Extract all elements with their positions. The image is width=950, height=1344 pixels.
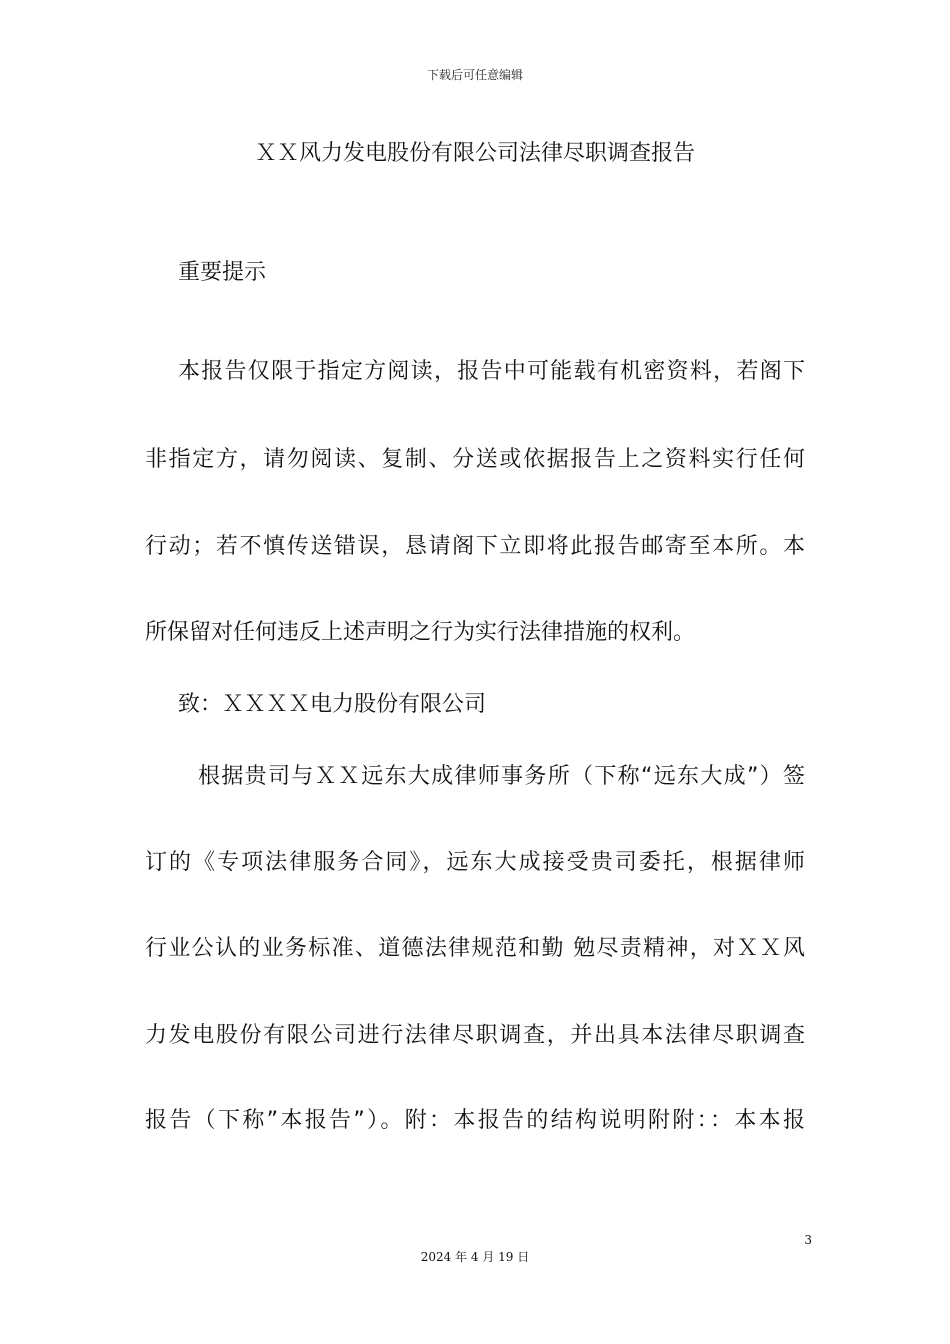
notice-line-3: 行动；若不慎传送错误，恳请阁下立即将此报告邮寄至本所。本 (145, 534, 805, 559)
page-number: 3 (804, 1233, 812, 1247)
document-title: ＸＸ风力发电股份有限公司法律尽职调查报告 (254, 141, 695, 166)
notice-line-4: 所保留对任何违反上述声明之行为实行法律措施的权利。 (145, 620, 696, 645)
header-note: 下载后可任意编辑 (426, 68, 523, 82)
notice-line-2: 非指定方，请勿阅读、复制、分送或依据报告上之资料实行任何 (145, 447, 805, 472)
body-line-1: 根据贵司与ＸＸ远东大成律师事务所（下称“远东大成”）签 (198, 764, 805, 789)
body-line-4: 力发电股份有限公司进行法律尽职调查，并出具本法律尽职调查 (145, 1023, 805, 1048)
addressee-line: 致：ＸＸＸＸ电力股份有限公司 (178, 692, 487, 717)
body-line-3: 行业公认的业务标准、道德法律规范和勤 勉尽责精神，对ＸＸ风 (145, 936, 805, 961)
footer-date: 2024 年 4 月 19 日 (420, 1250, 530, 1264)
body-line-2: 订的《专项法律服务合同》，远东大成接受贵司委托，根据律师 (145, 850, 805, 875)
notice-line-1: 本报告仅限于指定方阅读，报告中可能载有机密资料，若阁下 (178, 359, 805, 384)
body-line-5: 报告（下称”本报告”）。附：本报告的结构说明附附：：本本报 (145, 1108, 805, 1133)
section-heading: 重要提示 (178, 260, 267, 285)
